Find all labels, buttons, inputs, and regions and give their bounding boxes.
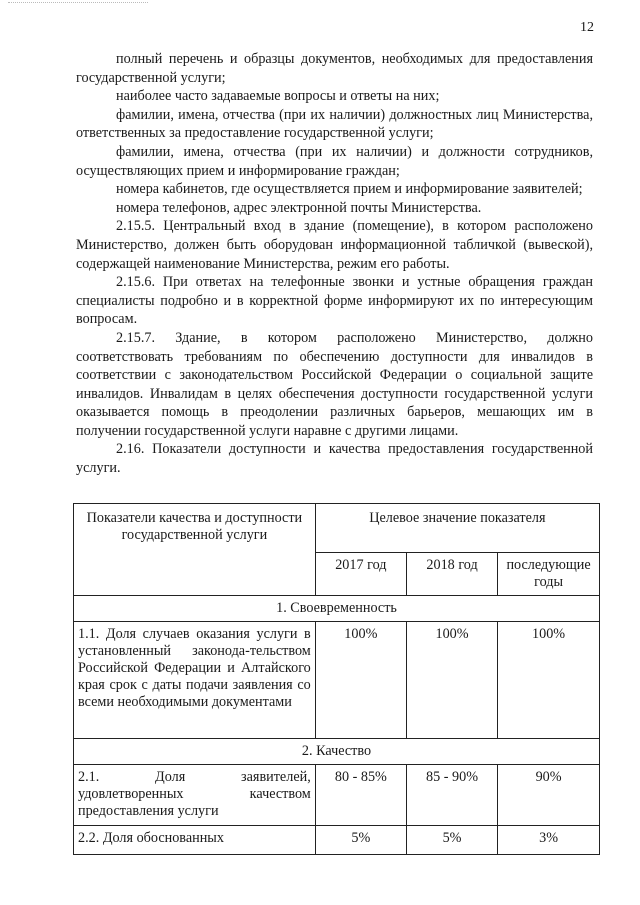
- paragraph: наиболее часто задаваемые вопросы и ответы на них;: [116, 88, 440, 105]
- paragraph: номера кабинетов, где осуществляется прием и информирование заявителей;: [116, 181, 583, 198]
- header-next-years: последующие годы: [498, 553, 600, 596]
- section-row: [74, 739, 600, 765]
- paragraph-heading: 2.16. Показатели доступности и качества предоставления государственной услуги.: [76, 441, 593, 477]
- indicator-name: 2.1. Доля заявителей, удовлетворенных качеством предоставления услуги: [74, 765, 316, 826]
- document-body: [76, 50, 593, 478]
- paragraph: фамилии, имена, отчества (при их наличии) должностных лиц Министерства, ответственных за предоставление государственной услуги;: [76, 106, 593, 142]
- indicators-table: [73, 503, 600, 855]
- paragraph: 2.15.7. Здание, в котором расположено Министерство, должно соответствовать требованиям по обеспечению доступности для инвалидов в соответствии с законодательством Российской Федерации о социальной защите инвалидов. Инвалидам в целях обеспечения доступности государственной услуги оказывается помощь в преодолении различных барьеров, мешающих им в получении государственной услуги наравне с другими лицами.: [76, 329, 593, 439]
- value-2017: 100%: [315, 622, 406, 739]
- value-2018: 5%: [406, 826, 497, 855]
- value-2018: 85 - 90%: [406, 765, 497, 826]
- indicator-name: 2.2. Доля обоснованных: [74, 826, 316, 855]
- scan-artifact: [8, 2, 148, 6]
- value-next: 90%: [498, 765, 600, 826]
- table-row: [74, 826, 600, 855]
- paragraph: номера телефонов, адрес электронной почты Министерства.: [116, 199, 482, 216]
- section-row: [74, 596, 600, 622]
- value-2017: 80 - 85%: [315, 765, 406, 826]
- value-next: 3%: [498, 826, 600, 855]
- table-header-row: [74, 504, 600, 553]
- paragraph: полный перечень и образцы документов, необходимых для предоставления государственной услуги;: [76, 51, 593, 86]
- table-row: [74, 765, 600, 826]
- value-next: 100%: [498, 622, 600, 739]
- indicator-name: 1.1. Доля случаев оказания услуги в установленный законода-тельством Российской Федерации и Алтайского края срок с даты подачи заявления со всеми необходимыми документами: [74, 622, 316, 739]
- section-timeliness: 1. Своевременность: [74, 596, 600, 622]
- paragraph: 2.15.6. При ответах на телефонные звонки и устные обращения граждан специалисты подробно и в корректной форме информируют их по интересующим вопросам.: [76, 274, 593, 328]
- section-quality: 2. Качество: [74, 739, 600, 765]
- paragraph: фамилии, имена, отчества (при их наличии) и должности сотрудников, осуществляющих прием и информирование граждан;: [76, 143, 593, 179]
- table-row: [74, 622, 600, 739]
- value-2017: 5%: [315, 826, 406, 855]
- header-2018: 2018 год: [406, 553, 497, 596]
- page-number: 12: [580, 20, 594, 35]
- header-target: Целевое значение показателя: [315, 504, 599, 553]
- header-2017: 2017 год: [315, 553, 406, 596]
- header-indicator: Показатели качества и доступности государственной услуги: [74, 504, 316, 596]
- value-2018: 100%: [406, 622, 497, 739]
- paragraph: 2.15.5. Центральный вход в здание (помещение), в котором расположено Министерство, должен быть оборудован информационной табличкой (вывеской), содержащей наименование Министерства, режим его работы.: [76, 218, 593, 272]
